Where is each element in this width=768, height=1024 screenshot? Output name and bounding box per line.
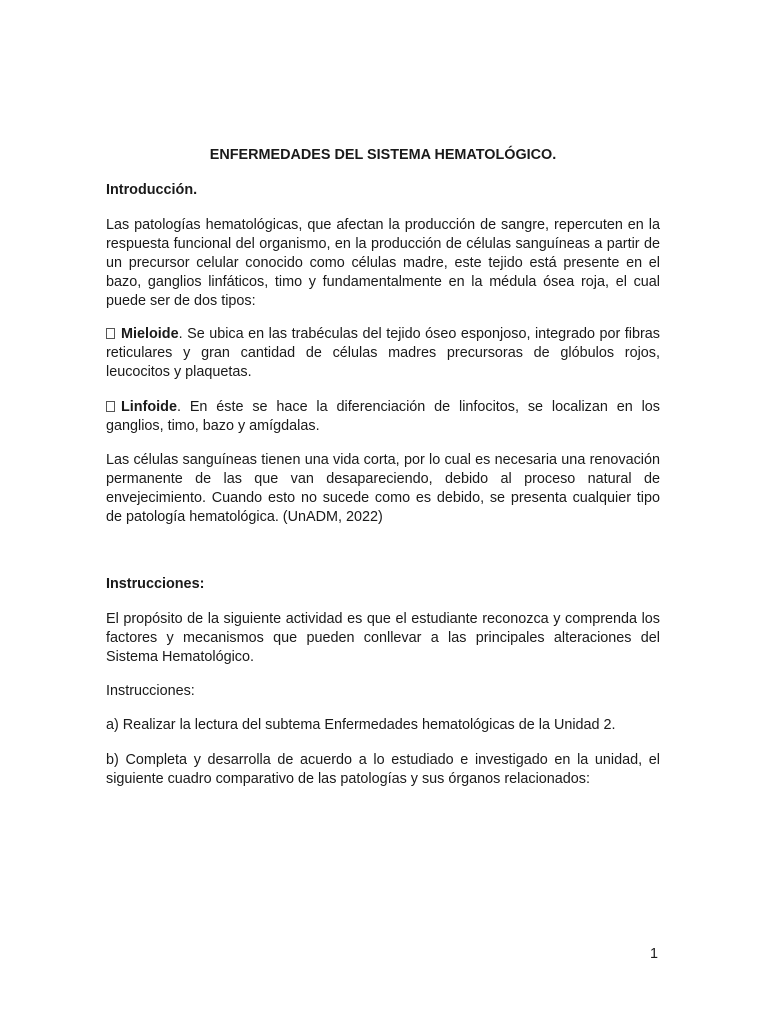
checkbox-icon	[106, 401, 115, 412]
bullet-term: Mieloide	[121, 326, 179, 342]
renewal-paragraph: Las células sanguíneas tienen una vida corta, por lo cual es necesaria una renovación permanente de las que van desapareciendo, debido al proceso natural de envejecimiento. Cuando esto no sucede como es debido, se presenta cualquier tipo de patología hematológica. (UnADM, 2022)	[106, 452, 660, 525]
instructions-heading: Instrucciones:	[106, 576, 205, 592]
step-b: b) Completa y desarrolla de acuerdo a lo estudiado e investigado en la unidad, el siguiente cuadro comparativo de las patologías y sus órganos relacionados:	[106, 752, 660, 787]
intro-heading: Introducción.	[106, 182, 198, 198]
bullet-text: . Se ubica en las trabéculas del tejido óseo esponjoso, integrado por fibras reticulares y gran cantidad de células madres precursoras de glóbulos rojos, leucocitos y plaquetas.	[106, 326, 660, 380]
document-title: ENFERMEDADES DEL SISTEMA HEMATOLÓGICO.	[209, 147, 557, 163]
checkbox-icon	[106, 328, 115, 339]
page-number: 1	[650, 946, 659, 962]
bullet-mieloide	[106, 325, 660, 382]
intro-paragraph: Las patologías hematológicas, que afectan la producción de sangre, repercuten en la respuesta funcional del organismo, en la producción de células sanguíneas a partir de un precursor celular conocido como células madre, este tejido está presente en el bazo, ganglios linfáticos, timo y fundamentalmente en la médula ósea roja, el cual puede ser de dos tipos:	[106, 217, 660, 309]
bullet-text: . En éste se hace la diferenciación de linfocitos, se localizan en los ganglios, timo, bazo y amígdalas.	[106, 399, 660, 434]
instructions-label: Instrucciones:	[106, 683, 195, 699]
step-a: a) Realizar la lectura del subtema Enfermedades hematológicas de la Unidad 2.	[106, 717, 616, 733]
bullet-linfoide	[106, 398, 660, 436]
purpose-paragraph: El propósito de la siguiente actividad es que el estudiante reconozca y comprenda los factores y mecanismos que pueden conllevar a las principales alteraciones del Sistema Hematológico.	[106, 611, 660, 665]
bullet-term: Linfoide	[121, 399, 177, 415]
